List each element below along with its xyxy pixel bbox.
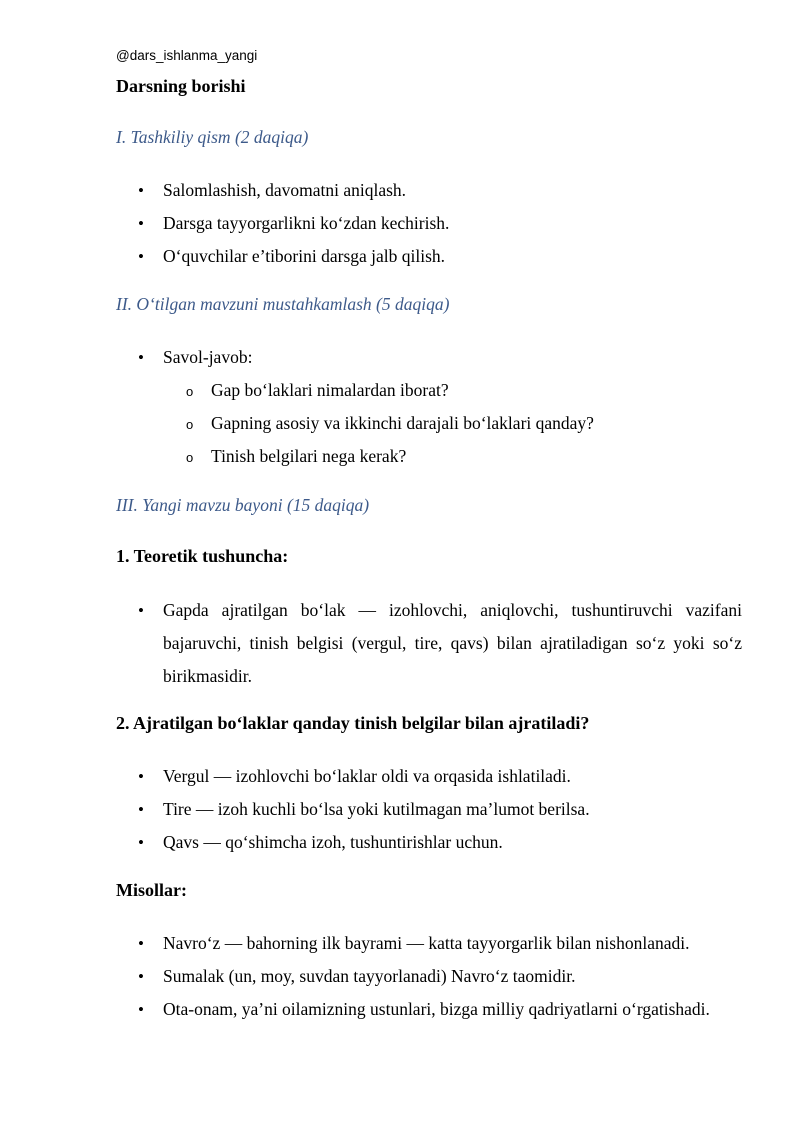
list-item: • Sumalak (un, moy, suvdan tayyorlanadi) Navro‘z taomidir. [116,960,742,993]
section-1-list [116,174,742,273]
theory-list [116,594,742,693]
sub-list-item: o Gapning asosiy va ikkinchi darajali bo‘laklari qanday? [186,407,594,440]
list-item: • Tire — izoh kuchli bo‘lsa yoki kutilmagan ma’lumot berilsa. [116,793,742,826]
list-item: • Ota-onam, ya’ni oilamizning ustunlari, bizga milliy qadriyatlarni o‘rgatishadi. [116,993,742,1026]
page-title: Darsning borishi [116,76,246,96]
list-item: • Navro‘z — bahorning ilk bayrami — katta tayyorgarlik bilan nishonlanadi. [116,927,742,960]
list-item: • Salomlashish, davomatni aniqlash. [116,174,742,207]
punctuation-list [116,760,742,859]
sub-list-item: o Tinish belgilari nega kerak? [186,440,594,473]
list-item: • Darsga tayyorgarlikni ko‘zdan kechirish. [116,207,742,240]
examples-heading: Misollar: [116,880,187,900]
examples-list [116,927,742,1026]
theory-heading: 1. Teoretik tushuncha: [116,546,289,566]
sub-list-item: o Gap bo‘laklari nimalardan iborat? [186,374,594,407]
list-item: • Gapda ajratilgan bo‘lak — izohlovchi, aniqlovchi, tushuntiruvchi vazifani bajaruvchi, tinish belgisi (vergul, tire, qavs) bilan ajratiladigan so‘z yoki so‘z birikmasidir. [116,594,742,693]
list-item: • Vergul — izohlovchi bo‘laklar oldi va orqasida ishlatiladi. [116,760,742,793]
list-item: • O‘quvchilar e’tiborini darsga jalb qilish. [116,240,742,273]
section-2-sublist [186,374,594,473]
section-2-title: II. O‘tilgan mavzuni mustahkamlash (5 daqiqa) [116,294,450,314]
channel-watermark: @dars_ishlanma_yangi [116,48,258,63]
section-2-list [116,341,742,374]
section-3-title: III. Yangi mavzu bayoni (15 daqiqa) [116,495,370,515]
list-item: • Qavs — qo‘shimcha izoh, tushuntirishlar uchun. [116,826,742,859]
punctuation-heading: 2. Ajratilgan bo‘laklar qanday tinish belgilar bilan ajratiladi? [116,713,590,733]
section-1-title: I. Tashkiliy qism (2 daqiqa) [116,127,309,147]
list-item: • Savol-javob: [116,341,742,374]
